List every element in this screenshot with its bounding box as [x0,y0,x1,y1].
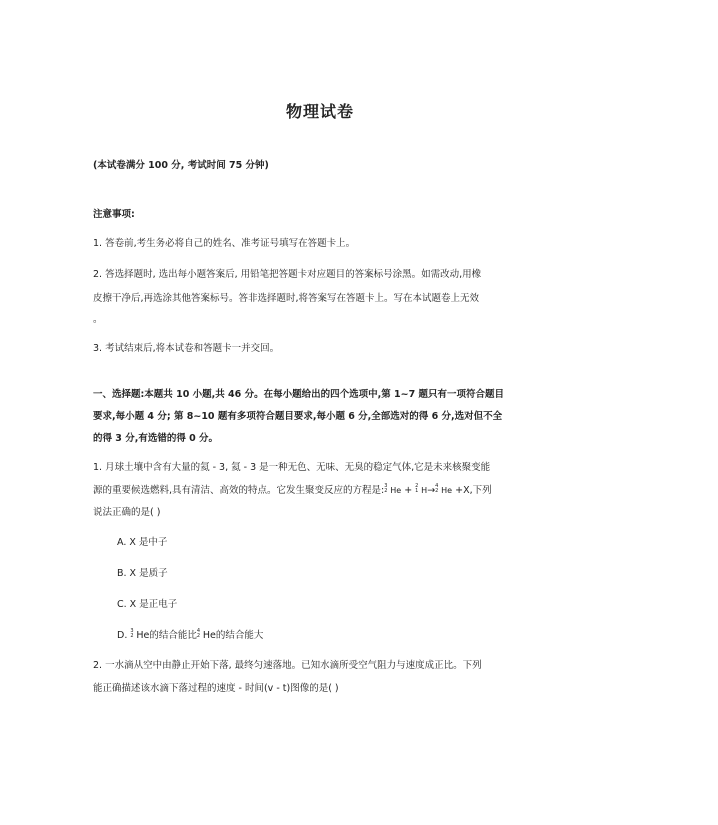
note-2-line-3: 。 [93,314,103,325]
isotope-notation: 2 1 [415,483,419,494]
reaction-arrow: → [427,485,436,496]
isotope-notation: 4 2 [196,628,201,639]
note-3: 3. 考试结束后,将本试卷和答题卡一并交回。 [93,343,280,354]
element-symbol: He [136,630,150,641]
exam-subtitle: (本试卷满分 100 分, 考试时间 75 分钟) [93,160,269,171]
question-1-line-3: 说法正确的是( ) [93,507,161,518]
element-symbol: He [202,630,216,641]
equation-tail: +X,下列 [452,485,492,496]
isotope-notation: 3 2 [130,628,134,639]
element-symbol: H [421,486,428,495]
option-d-mid: 的结合能比 [149,630,197,641]
option-d [117,627,263,641]
option-a: A. X 是中子 [117,537,168,548]
section-1-line-1: 一、选择题:本题共 10 小题,共 46 分。在每小题给出的四个选项中,第 1~7 题只有一项符合题目 [93,389,504,400]
element-symbol: He [441,486,453,495]
element-symbol: He [390,486,402,495]
option-c: C. X 是正电子 [117,599,178,610]
isotope-notation: 4 2 [435,483,439,494]
option-d-prefix: D. [117,630,131,641]
question-1-line-1: 1. 月球土壤中含有大量的氦 - 3, 氦 - 3 是一种无色、无味、无臭的稳定气体,它是未来核聚变能 [93,462,491,473]
note-2-line-1: 2. 答选择题时, 选出每小题答案后, 用铅笔把答题卡对应题目的答案标号涂黑。如需改动,用橡 [93,269,482,280]
question-2-line-2: 能正确描述该水滴下落过程的速度 - 时间(v - t)图像的是( ) [93,683,339,694]
isotope-notation: 3 2 [384,483,388,494]
notes-heading: 注意事项: [93,209,135,220]
plus-sign: + [401,485,416,496]
page-title: 物理试卷 [285,102,354,121]
section-1-line-2: 要求,每小题 4 分; 第 8~10 题有多项符合题目要求,每小题 6 分,全部选对的得 6 分,选对但不全 [93,411,503,422]
section-1-line-3: 的得 3 分,有选错的得 0 分。 [93,433,219,444]
question-1-line-2-text: 源的重要候选燃料,具有清洁、高效的特点。它发生聚变反应的方程是: [93,485,385,496]
note-1: 1. 答卷前,考生务必将自己的姓名、准考证号填写在答题卡上。 [93,238,356,249]
question-2-line-1: 2. 一水滴从空中由静止开始下落, 最终匀速落地。已知水滴所受空气阻力与速度成正比。下列 [93,660,482,671]
note-2-line-2: 皮擦干净后,再选涂其他答案标号。答非选择题时,将答案写在答题卡上。写在本试题卷上无效 [93,293,480,304]
option-d-suffix: 的结合能大 [215,630,264,641]
option-b: B. X 是质子 [117,568,168,579]
question-1-line-2 [93,482,492,496]
